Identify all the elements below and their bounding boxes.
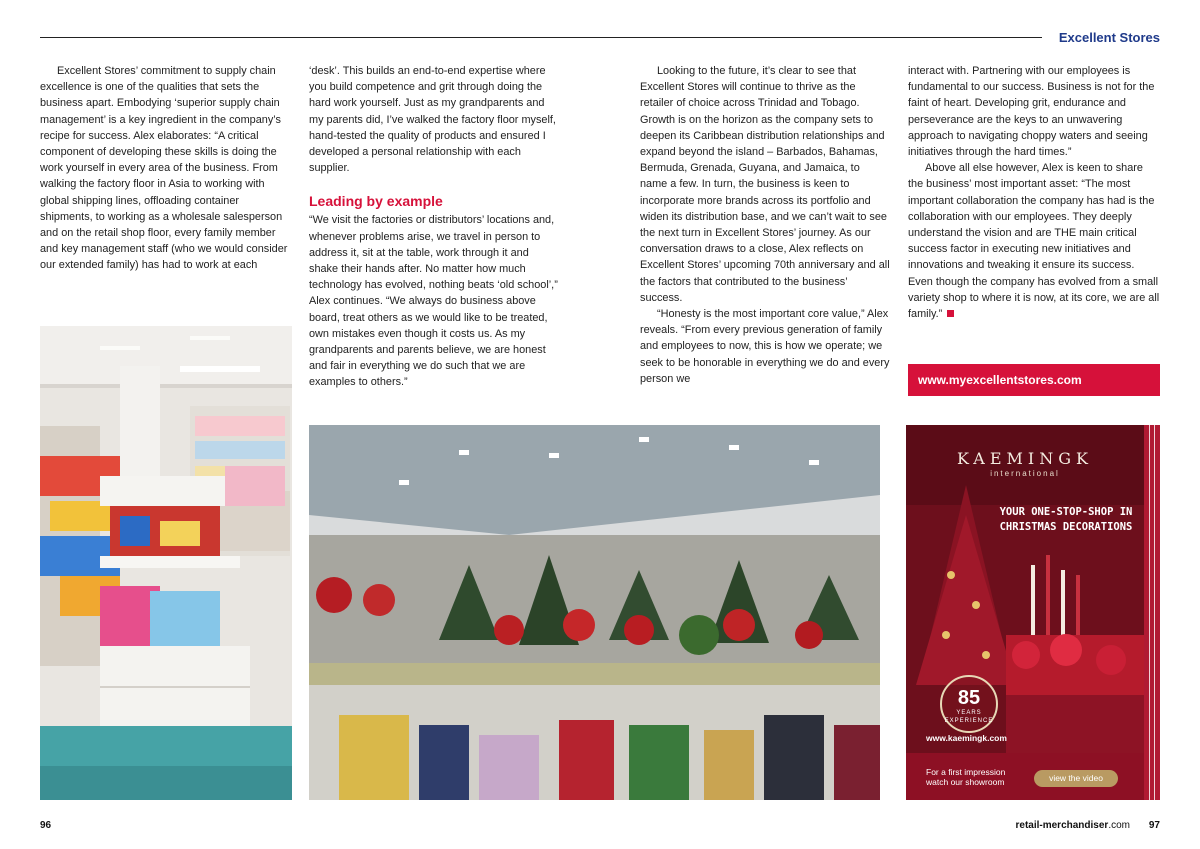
site-name-suffix: .com <box>1108 820 1130 831</box>
article-paragraph <box>908 160 1160 322</box>
section-title: Excellent Stores <box>1058 30 1160 45</box>
ad-tagline: For a first impression watch our showroom <box>926 767 1006 787</box>
website-link[interactable]: www.myexcellentstores.com <box>908 364 1160 396</box>
article-column-2 <box>309 63 559 391</box>
end-mark-icon <box>947 310 954 317</box>
years-badge <box>940 675 998 733</box>
ad-side-stripe <box>1144 425 1160 800</box>
article-paragraph: “Honesty is the most important core value,” Alex reveals. “From every previous generation of family and employees to now, this is how we operate; we seek to be honorable in everything we do and every person we <box>640 308 890 385</box>
footer-site-name <box>1016 820 1131 831</box>
article-paragraph: “We visit the factories or distributors’ locations and, whenever problems arise, we travel in person to address it, sit at the table, work through it and shake their hands after. No matter how much technology has evolved, nothing beats ‘old school’,” Alex continues. “We always do business above board, treat others as we would like to be treated, own mistakes even though it costs us. As my grandparents and parents believe, we are honest and fair in everything we do such that we are examples to others.” <box>309 214 558 389</box>
article-paragraph: interact with. Partnering with our employees is fundamental to our success. Business is not for the faint of heart. Developing grit, endurance and perseverance are the keys to an unwavering approach to navigating choppy waters and seeing initiatives through the hard times.” <box>908 65 1155 159</box>
christmas-display-illustration <box>309 425 880 800</box>
ad-brand-subtitle: international <box>990 469 1060 478</box>
store-toys-illustration <box>40 326 292 800</box>
article-column-3 <box>640 63 890 387</box>
article-paragraph: Looking to the future, it’s clear to see that Excellent Stores will continue to thrive as the retailer of choice across Trinidad and Tobago. Growth is on the horizon as the company sets to deepen its Caribbean distribution relationships and expand beyond the island – Barbados, Bahamas, Bermuda, Grenada, Guyana, and Jamaica, to name a few. In turn, the business is keen to incorporate more brands across its portfolio and widen its distribution base, and we can’t wait to see the next turn in Excellent Stores’ journey. As our conversation draws to a close, Alex reflects on Excellent Stores’ upcoming 70th anniversary and all the factors that contributed to the business’ success. <box>640 65 890 304</box>
article-paragraph: ‘desk’. This builds an end-to-end expertise where you build competence and grit through doing the hard work yourself. Just as my grandparents and my parents did, I’ve walked the factory floor myself, hand-tested the quality of products and ensured I developed a personal relationship with each supplier. <box>309 65 556 175</box>
subheading: Leading by example <box>309 193 443 210</box>
page-number-right: 97 <box>1148 820 1160 831</box>
ad-website[interactable]: www.kaemingk.com <box>926 733 1007 743</box>
christmas-display-photo <box>309 425 880 800</box>
article-column-4 <box>908 63 1160 322</box>
years-number: 85 <box>957 687 981 709</box>
ad-headline: YOUR ONE-STOP-SHOP IN CHRISTMAS DECORATIONS <box>999 506 1133 533</box>
kaemingk-advertisement[interactable] <box>906 425 1160 800</box>
page-number-left: 96 <box>40 820 52 831</box>
site-name-bold: retail-merchandiser <box>1015 820 1109 831</box>
header-rule <box>40 37 1042 38</box>
store-toys-photo <box>40 326 292 800</box>
years-label: YEARS EXPERIENCE <box>944 710 994 724</box>
view-video-button[interactable]: view the video <box>1034 770 1118 787</box>
ad-brand-logo: KAEMINGK <box>957 449 1093 468</box>
article-paragraph: Excellent Stores’ commitment to supply chain excellence is one of the qualities that sets the business apart. Embodying ‘superior supply chain management’ is a key ingredient in the company’s recipe for success. Alex elaborates: “A critical component of developing these skills is doing the work yourself in every area of the business. From walking the factory floor in Asia to working with global shipping lines, offloading container shipments, to working as a wholesale salesperson and on the retail shop floor, every family member and key management staff (who we would consider our extended family) has had to work at each <box>40 65 288 272</box>
closing-text: Above all else however, Alex is keen to share the business’ most important asset: “The most important collaboration the company has had is the collaboration with our employees. They deeply understand the vision and are THE main critical success factor in executing new initiatives and innovations and tweaking it ensure its success. Even though the company has evolved from a small variety shop to where it is now, at its core, we are all family.” <box>908 162 1160 321</box>
article-column-1 <box>40 63 290 274</box>
